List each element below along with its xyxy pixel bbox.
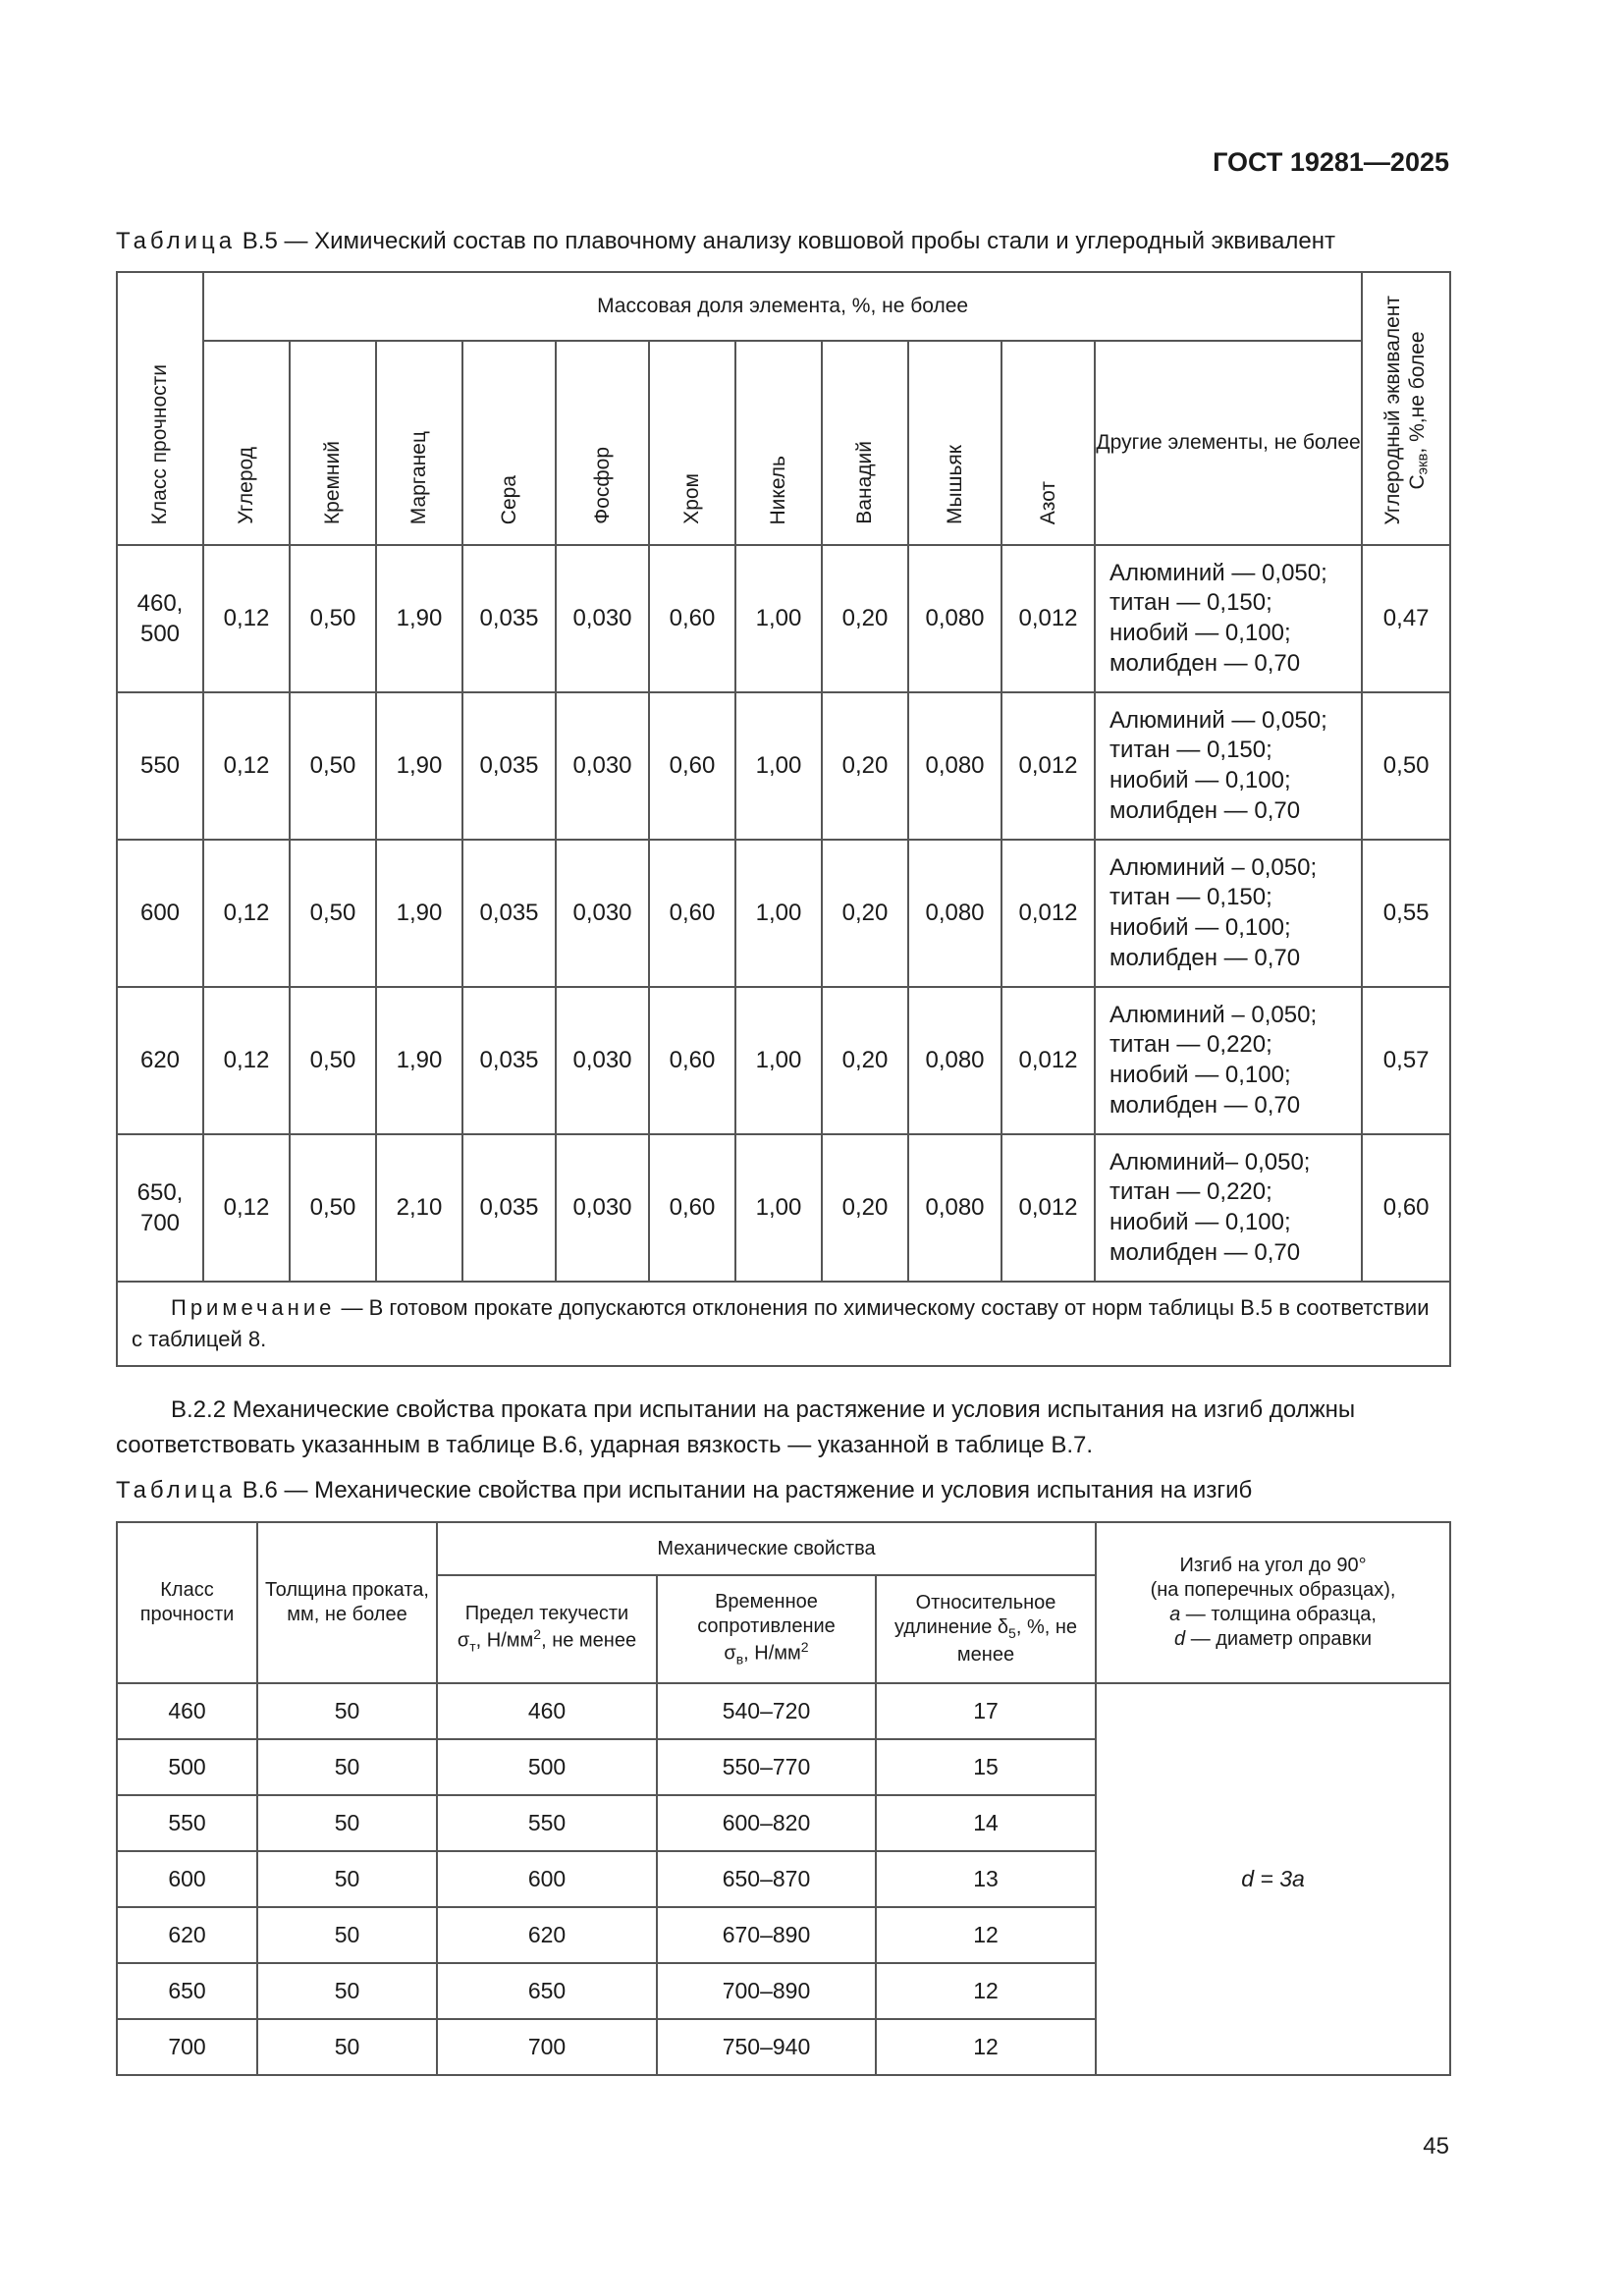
carbon-equivalent-cell: 0,57 bbox=[1362, 987, 1450, 1134]
header-strength-class: Класс прочности bbox=[117, 272, 203, 545]
carbon-equivalent-cell: 0,47 bbox=[1362, 545, 1450, 692]
table-cell: 600 bbox=[117, 1851, 257, 1907]
table-cell: 670–890 bbox=[657, 1907, 876, 1963]
element-value-cell: 0,12 bbox=[203, 545, 290, 692]
header-element: Кремний bbox=[290, 341, 376, 545]
element-value-cell: 0,030 bbox=[556, 1134, 649, 1282]
table-cell: 650 bbox=[117, 1963, 257, 2019]
strength-class-cell: 650, 700 bbox=[117, 1134, 203, 1282]
element-value-cell: 0,60 bbox=[649, 1134, 735, 1282]
element-value-cell: 0,12 bbox=[203, 987, 290, 1134]
header-element: Мышьяк bbox=[908, 341, 1001, 545]
element-value-cell: 1,90 bbox=[376, 545, 462, 692]
table-note bbox=[117, 1282, 1450, 1366]
other-elements-cell: Алюминий – 0,050; титан — 0,220; ниобий — 0,100; молибден — 0,70 bbox=[1095, 987, 1362, 1134]
element-value-cell: 0,035 bbox=[462, 545, 556, 692]
element-value-cell: 0,50 bbox=[290, 987, 376, 1134]
carbon-equivalent-cell: 0,50 bbox=[1362, 692, 1450, 840]
element-value-cell: 0,080 bbox=[908, 1134, 1001, 1282]
strength-class-cell: 460, 500 bbox=[117, 545, 203, 692]
element-value-cell: 0,50 bbox=[290, 692, 376, 840]
table-cell: 650–870 bbox=[657, 1851, 876, 1907]
paragraph-b22: В.2.2 Механические свойства проката при испытании на растяжение и условия испытания на изгиб должны соответствовать указанным в таблице В.6, ударная вязкость — указанной в таблице В.7. bbox=[116, 1396, 1356, 1459]
element-value-cell: 0,20 bbox=[822, 840, 908, 987]
element-value-cell: 0,030 bbox=[556, 692, 649, 840]
element-value-cell: 0,012 bbox=[1001, 692, 1095, 840]
table-row bbox=[117, 987, 1450, 1134]
carbon-equivalent-cell: 0,60 bbox=[1362, 1134, 1450, 1282]
header-other-elements: Другие элементы, не более bbox=[1095, 341, 1362, 545]
strength-class-cell: 600 bbox=[117, 840, 203, 987]
table-cell: 550–770 bbox=[657, 1739, 876, 1795]
element-value-cell: 0,030 bbox=[556, 840, 649, 987]
element-value-cell: 0,50 bbox=[290, 840, 376, 987]
header-element: Углерод bbox=[203, 341, 290, 545]
table-cell: 12 bbox=[876, 1907, 1096, 1963]
header-element: Марганец bbox=[376, 341, 462, 545]
other-elements-cell: Алюминий – 0,050; титан — 0,150; ниобий — 0,100; молибден — 0,70 bbox=[1095, 840, 1362, 987]
table-cell: 50 bbox=[257, 2019, 437, 2075]
carbon-equivalent-cell: 0,55 bbox=[1362, 840, 1450, 987]
table-cell: 650 bbox=[437, 1963, 657, 2019]
element-value-cell: 0,035 bbox=[462, 987, 556, 1134]
table-cell: 700–890 bbox=[657, 1963, 876, 2019]
caption-text: В.6 — Механические свойства при испытании на растяжение и условия испытания на изгиб bbox=[242, 1477, 1253, 1503]
document-header: ГОСТ 19281—2025 bbox=[1213, 147, 1449, 177]
header-carbon-equivalent: Углеродный эквивалент $C_{экв}$, %,не более bbox=[1362, 272, 1450, 545]
table-cell: 620 bbox=[437, 1907, 657, 1963]
element-value-cell: 1,90 bbox=[376, 840, 462, 987]
table-cell: 50 bbox=[257, 1739, 437, 1795]
table-cell: 460 bbox=[437, 1683, 657, 1739]
header-tensile-strength: Временное сопротивление $\sigma_в$, $Н/мм^2$ bbox=[657, 1575, 876, 1683]
element-value-cell: 0,12 bbox=[203, 1134, 290, 1282]
element-value-cell: 0,030 bbox=[556, 545, 649, 692]
header-class: Класс прочности bbox=[117, 1522, 257, 1683]
table-cell: 17 bbox=[876, 1683, 1096, 1739]
table-cell: 13 bbox=[876, 1851, 1096, 1907]
element-value-cell: 0,50 bbox=[290, 545, 376, 692]
header-yield-strength: Предел текучести $\sigma_т$, $Н/мм^2$, не менее bbox=[437, 1575, 657, 1683]
element-value-cell: 0,035 bbox=[462, 692, 556, 840]
element-value-cell: 0,20 bbox=[822, 545, 908, 692]
element-value-cell: 0,080 bbox=[908, 545, 1001, 692]
table-cell: 500 bbox=[437, 1739, 657, 1795]
element-value-cell: 0,20 bbox=[822, 1134, 908, 1282]
table-cell: 50 bbox=[257, 1795, 437, 1851]
header-element: Никель bbox=[735, 341, 822, 545]
table-cell: 600 bbox=[437, 1851, 657, 1907]
header-element: Сера bbox=[462, 341, 556, 545]
strength-class-cell: 620 bbox=[117, 987, 203, 1134]
element-value-cell: 0,012 bbox=[1001, 1134, 1095, 1282]
element-value-cell: 0,012 bbox=[1001, 840, 1095, 987]
table-cell: 600–820 bbox=[657, 1795, 876, 1851]
table-cell: 540–720 bbox=[657, 1683, 876, 1739]
element-value-cell: 0,12 bbox=[203, 692, 290, 840]
element-value-cell: 0,60 bbox=[649, 692, 735, 840]
element-value-cell: 0,012 bbox=[1001, 545, 1095, 692]
mechanical-properties-table bbox=[116, 1521, 1451, 2076]
element-value-cell: 0,12 bbox=[203, 840, 290, 987]
element-value-cell: 1,00 bbox=[735, 840, 822, 987]
header-thickness: Толщина проката, мм, не более bbox=[257, 1522, 437, 1683]
caption-text: В.5 — Химический состав по плавочному анализу ковшовой пробы стали и углеродный эквивалент bbox=[242, 228, 1335, 254]
element-value-cell: 0,20 bbox=[822, 987, 908, 1134]
header-mechanical: Механические свойства bbox=[437, 1522, 1096, 1575]
bend-condition-cell: d = 3a bbox=[1096, 1683, 1450, 2075]
header-element: Азот bbox=[1001, 341, 1095, 545]
element-value-cell: 0,012 bbox=[1001, 987, 1095, 1134]
page-number: 45 bbox=[1423, 2133, 1449, 2159]
element-value-cell: 1,90 bbox=[376, 987, 462, 1134]
element-value-cell: 0,080 bbox=[908, 840, 1001, 987]
element-value-cell: 0,080 bbox=[908, 987, 1001, 1134]
note-word: Примечание bbox=[171, 1295, 336, 1320]
table-cell: 460 bbox=[117, 1683, 257, 1739]
caption-word: Таблица bbox=[116, 1477, 237, 1503]
element-value-cell: 1,90 bbox=[376, 692, 462, 840]
table-note-row bbox=[117, 1282, 1450, 1366]
header-bend: Изгиб на угол до 90° (на поперечных образцах), a — толщина образца, d — диаметр оправки bbox=[1096, 1522, 1450, 1683]
element-value-cell: 0,60 bbox=[649, 840, 735, 987]
table-b5-caption bbox=[116, 228, 1335, 255]
table-cell: 550 bbox=[117, 1795, 257, 1851]
table-cell: 12 bbox=[876, 1963, 1096, 2019]
element-value-cell: 0,080 bbox=[908, 692, 1001, 840]
table-row bbox=[117, 692, 1450, 840]
table-row bbox=[117, 1134, 1450, 1282]
element-value-cell: 0,20 bbox=[822, 692, 908, 840]
table-cell: 700 bbox=[117, 2019, 257, 2075]
chemical-composition-table bbox=[116, 271, 1451, 1367]
element-value-cell: 0,030 bbox=[556, 987, 649, 1134]
table-cell: 12 bbox=[876, 2019, 1096, 2075]
element-value-cell: 0,50 bbox=[290, 1134, 376, 1282]
table-cell: 50 bbox=[257, 1851, 437, 1907]
header-mass-fraction: Массовая доля элемента, %, не более bbox=[203, 272, 1362, 341]
element-value-cell: 1,00 bbox=[735, 987, 822, 1134]
element-value-cell: 0,60 bbox=[649, 987, 735, 1134]
table-cell: 620 bbox=[117, 1907, 257, 1963]
element-value-cell: 1,00 bbox=[735, 692, 822, 840]
element-value-cell: 0,035 bbox=[462, 840, 556, 987]
table-row bbox=[117, 1683, 1450, 1739]
header-element: Фосфор bbox=[556, 341, 649, 545]
header-elongation: Относительное удлинение $\delta_5$, %, не менее bbox=[876, 1575, 1096, 1683]
table-cell: 50 bbox=[257, 1963, 437, 2019]
strength-class-cell: 550 bbox=[117, 692, 203, 840]
element-value-cell: 1,00 bbox=[735, 1134, 822, 1282]
header-element: Ванадий bbox=[822, 341, 908, 545]
table-cell: 50 bbox=[257, 1683, 437, 1739]
element-value-cell: 0,035 bbox=[462, 1134, 556, 1282]
element-value-cell: 0,60 bbox=[649, 545, 735, 692]
element-value-cell: 2,10 bbox=[376, 1134, 462, 1282]
table-cell: 14 bbox=[876, 1795, 1096, 1851]
table-b6-caption bbox=[116, 1477, 1252, 1504]
caption-word: Таблица bbox=[116, 228, 237, 254]
table-cell: 700 bbox=[437, 2019, 657, 2075]
table-cell: 15 bbox=[876, 1739, 1096, 1795]
note-text: — В готовом прокате допускаются отклонения по химическому составу от норм таблицы В.5 в соответствии с таблицей 8. bbox=[132, 1295, 1430, 1351]
table-row bbox=[117, 840, 1450, 987]
other-elements-cell: Алюминий– 0,050; титан — 0,220; ниобий — 0,100; молибден — 0,70 bbox=[1095, 1134, 1362, 1282]
other-elements-cell: Алюминий — 0,050; титан — 0,150; ниобий — 0,100; молибден — 0,70 bbox=[1095, 545, 1362, 692]
table-cell: 50 bbox=[257, 1907, 437, 1963]
table-cell: 550 bbox=[437, 1795, 657, 1851]
header-element: Хром bbox=[649, 341, 735, 545]
table-cell: 500 bbox=[117, 1739, 257, 1795]
table-row bbox=[117, 545, 1450, 692]
other-elements-cell: Алюминий — 0,050; титан — 0,150; ниобий — 0,100; молибден — 0,70 bbox=[1095, 692, 1362, 840]
table-cell: 750–940 bbox=[657, 2019, 876, 2075]
element-value-cell: 1,00 bbox=[735, 545, 822, 692]
